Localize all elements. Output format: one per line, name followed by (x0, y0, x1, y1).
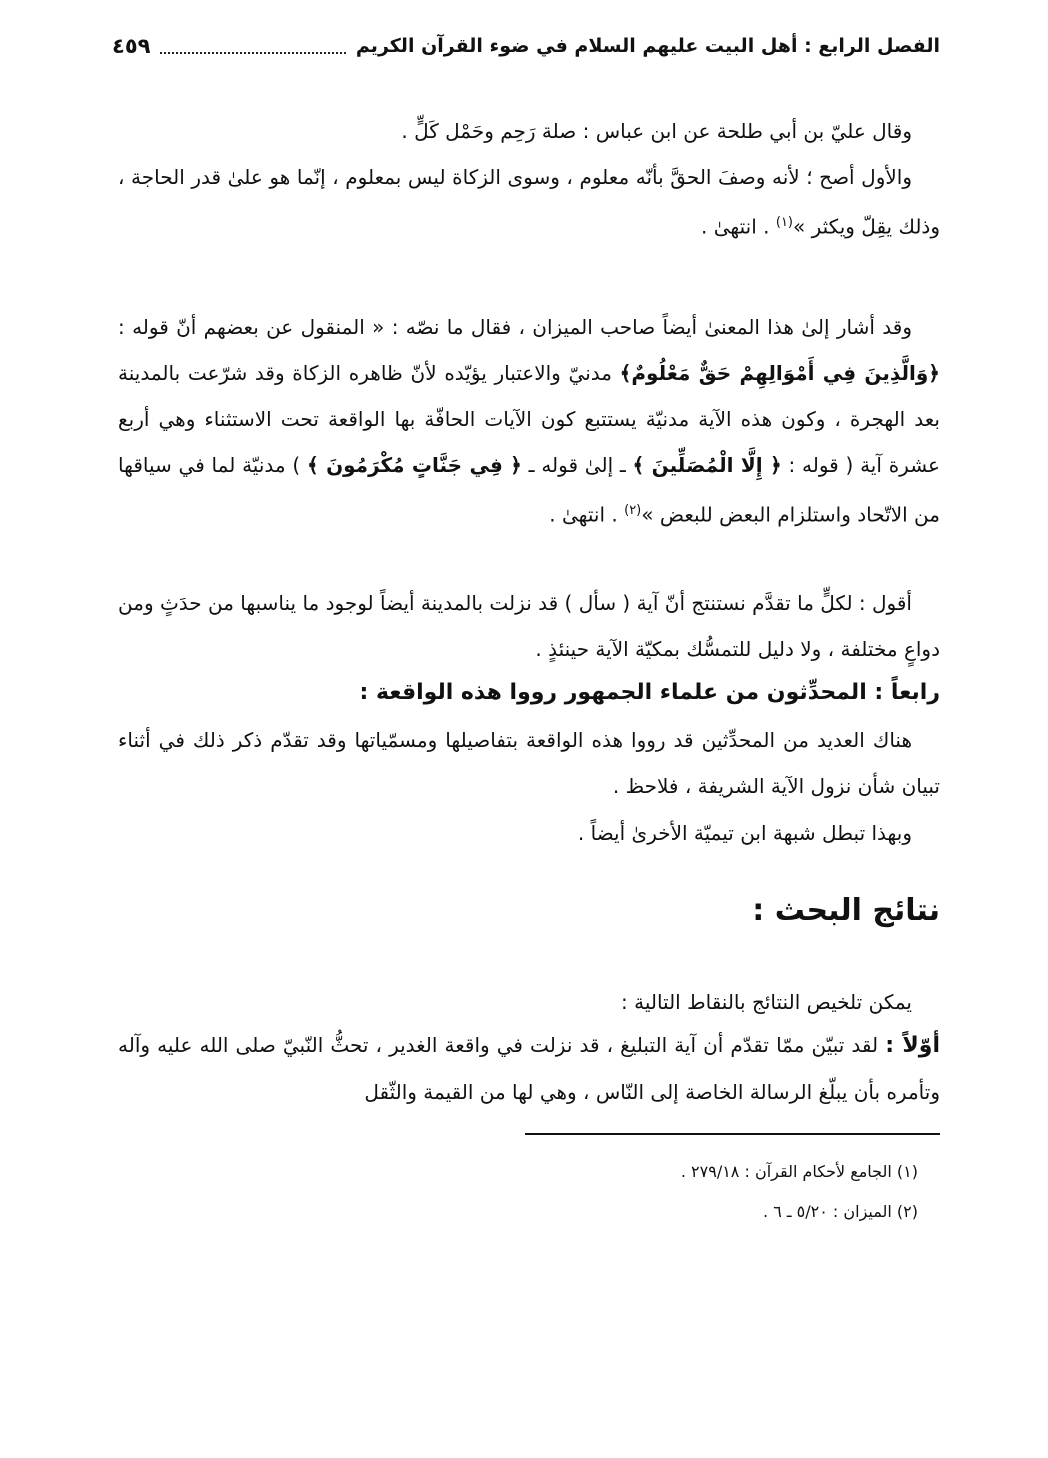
paragraph-4: أقول : لكلٍّ ما تقدَّم نستنتج أنّ آية ( سأل ) قد نزلت بالمدينة أيضاً لوجود ما يناسبها من حدَثٍ ومن دواعٍ مختلفة ، ولا دليل للتمسُّك بمكيّة الآية حينئذٍ . (118, 591, 940, 661)
paragraph-8 (118, 1022, 940, 1115)
paragraph-2 (118, 154, 940, 250)
footnote-separator (525, 1133, 940, 1135)
quran-verse: ﴿ فِي جَنَّاتٍ مُكْرَمُونَ ﴾ (306, 453, 522, 477)
paragraph-1: وقال عليّ بن أبي طلحة عن ابن عباس : صلة رَحِم وحَمْل كَلٍّ . (401, 119, 912, 143)
quran-verse: ﴿وَالَّذِينَ فِي أَمْوَالِهِمْ حَقٌّ مَعْلُومٌ﴾ (619, 361, 940, 385)
footnote-2 (118, 1192, 918, 1232)
paragraph-6: وبهذا تبطل شبهة ابن تيميّة الأخرىٰ أيضاً . (577, 821, 912, 845)
subheading: رابعاً : المحدِّثون من علماء الجمهور رووا هذه الواقعة : (359, 680, 940, 705)
footnote-number: (١) (896, 1162, 918, 1181)
text: والأول أصح ؛ لأنه وصفَ الحقَّ بأنّه معلوم ، وسوى الزكاة ليس بمعلوم ، إنّما هو علىٰ قدر الحاجة ، وذلك يقِلّ ويكثر » (118, 165, 940, 239)
footnote-ref-2[interactable]: (٢) (624, 503, 642, 518)
running-header (112, 28, 940, 64)
text: . انتهىٰ . (701, 214, 776, 239)
paragraph-3 (118, 304, 940, 538)
page-number: ٤٥٩ (112, 34, 151, 58)
footnote-number: (٢) (896, 1202, 918, 1221)
text: لقد تبيّن ممّا تقدّم أن آية التبليغ ، قد نزلت في واقعة الغدير ، تحثُّ النّبيّ صلى الله عليه وآله وتأمره بأن يبلّغ الرسالة الخاصة إلى النّاس ، وهي لها من القيمة والثّقل (118, 1033, 940, 1104)
point-label: أوّلاً : (885, 1033, 940, 1058)
text: مدنيّ والاعتبار يؤيّده لأنّ ظاهره الزكاة وقد شرّعت بالمدينة بعد الهجرة ، وكون هذه الآية مدنيّة يستتبع كون الآيات الحافّة بها الواقعة تحت الاستثناء وهي أربع عشرة آية ( قوله : (118, 361, 940, 477)
footnote-1 (118, 1152, 918, 1192)
quran-verse: ﴿ إِلَّا الْمُصَلِّينَ ﴾ (632, 453, 782, 477)
footnote-ref-1[interactable]: (١) (775, 215, 793, 230)
footnote-text: الميزان : ٥/٢٠ ـ ٦ . (763, 1202, 892, 1221)
text: ) مدنيّة لما في سياقها من الاتّحاد واستلزام البعض للبعض » (118, 453, 940, 527)
text: ـ إلىٰ قوله ـ (521, 453, 633, 477)
leader-dots (160, 38, 345, 54)
text: . انتهىٰ . (549, 502, 625, 527)
section-heading: نتائج البحث : (752, 893, 940, 928)
text: وقد أشار إلىٰ هذا المعنىٰ أيضاً صاحب الميزان ، فقال ما نصّه : « المنقول عن بعضهم أنّ قوله : (118, 315, 912, 339)
paragraph-7: يمكن تلخيص النتائج بالنقاط التالية : (621, 990, 912, 1014)
footnote-text: الجامع لأحكام القرآن : ٢٧٩/١٨ . (680, 1162, 892, 1181)
paragraph-5: هناك العديد من المحدِّثين قد رووا هذه الواقعة بتفاصيلها ومسمّياتها وقد تقدّم ذكر ذلك في أثناء تبيان شأن نزول الآية الشريفة ، فلاحظ . (118, 728, 940, 798)
chapter-title: الفصل الرابع : أهل البيت عليهم السلام في ضوء القرآن الكريم (355, 35, 940, 57)
